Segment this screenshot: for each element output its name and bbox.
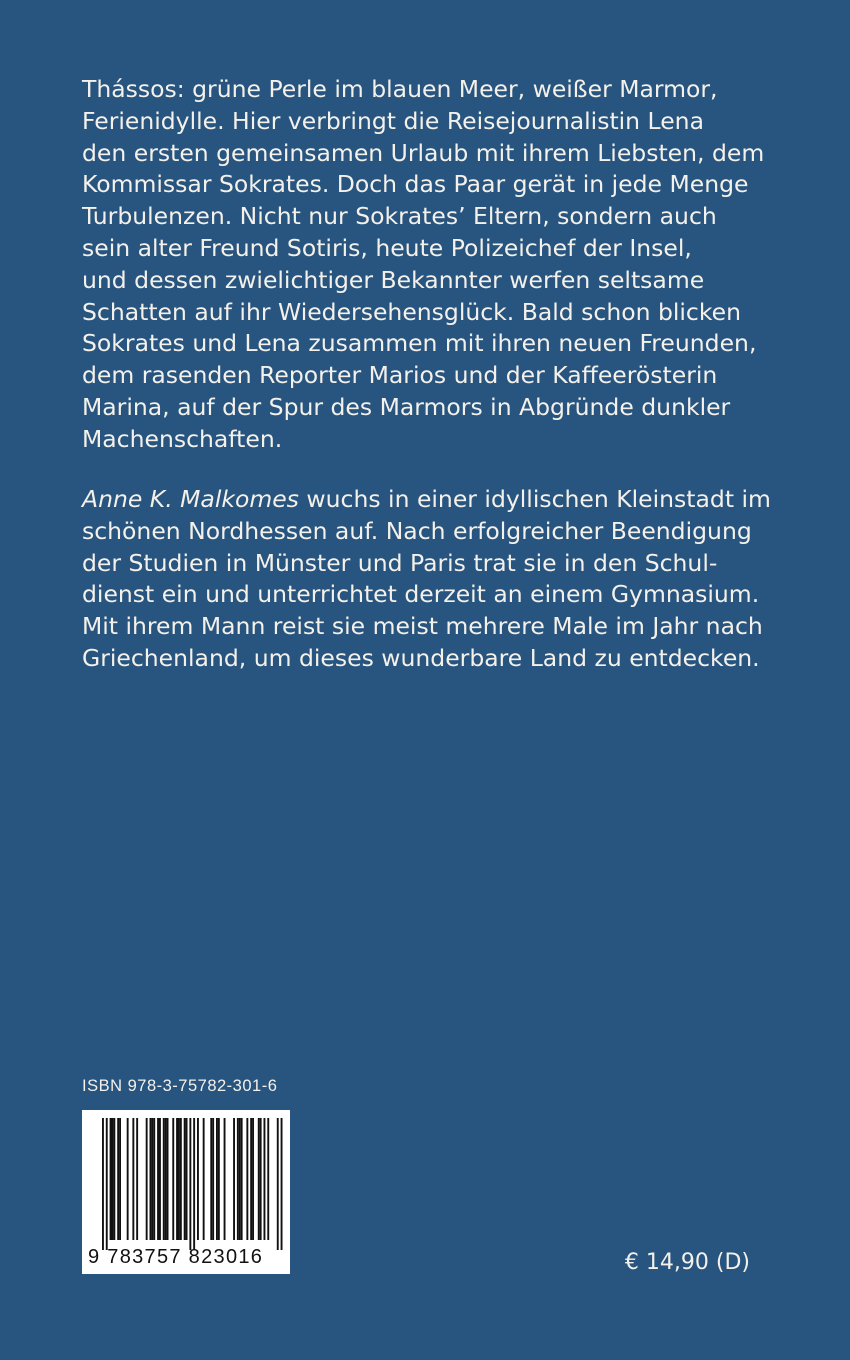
barcode-bar (210, 1118, 212, 1240)
barcode-bar (127, 1118, 129, 1240)
barcode-guard-bar (189, 1118, 191, 1250)
barcode-bar (132, 1118, 134, 1240)
bio-line: der Studien in Münster und Paris trat sie in den Schul- (82, 548, 718, 577)
barcode-bar (260, 1118, 262, 1240)
barcode-bar (117, 1118, 119, 1240)
blurb-line: Thássos: grüne Perle im blauen Meer, weißer Marmor, (82, 75, 718, 103)
barcode-bar (233, 1118, 235, 1240)
barcode-bar (184, 1118, 186, 1240)
barcode-bar (119, 1118, 121, 1240)
barcode-bar (172, 1118, 174, 1240)
bio-line-first (82, 484, 772, 516)
barcode-bar (165, 1118, 167, 1240)
barcode-bar (146, 1118, 148, 1240)
barcode-bar (197, 1118, 199, 1240)
isbn-label: ISBN 978-3-75782-301-6 (82, 1077, 278, 1095)
barcode-bar (252, 1118, 254, 1240)
bio-line: Griechenland, um dieses wunderbare Land zu entdecken. (82, 643, 760, 672)
barcode-bar (180, 1118, 182, 1240)
barcode-bar (246, 1118, 248, 1240)
barcode-bar (159, 1118, 161, 1240)
blurb-line: Marina, auf der Spur des Marmors in Abgründe dunkler (82, 392, 731, 421)
barcode-bar (136, 1118, 138, 1240)
barcode-bar (110, 1118, 112, 1240)
barcode-bar (216, 1118, 218, 1240)
barcode-bar (151, 1118, 153, 1240)
bio-first-line-rest: wuchs in einer idyllischen Kleinstadt im (298, 485, 771, 513)
barcode-bar (264, 1118, 266, 1240)
blurb-text (82, 74, 772, 456)
blurb-line: Kommissar Sokrates. Doch das Paar gerät in jede Menge (82, 170, 749, 199)
blurb-line: Machenschaften. (82, 424, 283, 453)
price-label: € 14,90 (D) (624, 1250, 750, 1275)
author-name: Anne K. Malkomes (82, 485, 299, 513)
blurb-line: sein alter Freund Sotiris, heute Polizeichef der Insel, (82, 233, 692, 262)
barcode-bar (157, 1118, 159, 1240)
barcode-bar (176, 1118, 178, 1240)
blurb-line: Sokrates und Lena zusammen mit ihren neuen Freunden, (82, 329, 757, 358)
barcode-guard-bar (193, 1118, 195, 1250)
barcode-bar (163, 1118, 165, 1240)
barcode-bar (241, 1118, 243, 1240)
barcode-bar (224, 1118, 226, 1240)
blurb-line: Ferienidylle. Hier verbringt die Reisejournalistin Lena (82, 106, 704, 135)
barcode-bar (178, 1118, 180, 1240)
barcode-bar (267, 1118, 269, 1240)
barcode-bar (186, 1118, 188, 1240)
barcode-guard-bar (277, 1118, 279, 1250)
barcode (82, 1110, 290, 1274)
bio-line: Mit ihrem Mann reist sie meist mehrere Male im Jahr nach (82, 612, 763, 641)
blurb-line: Turbulenzen. Nicht nur Sokrates’ Eltern, sondern auch (82, 202, 717, 231)
bio-line: schönen Nordhessen auf. Nach erfolgreicher Beendigung (82, 516, 752, 545)
blurb-line: und dessen zwielichtiger Bekannter werfen seltsame (82, 265, 705, 294)
barcode-bar (153, 1118, 155, 1240)
barcode-bar (237, 1118, 239, 1240)
blurb-line: den ersten gemeinsamen Urlaub mit ihrem Liebsten, dem (82, 138, 765, 167)
barcode-bar (203, 1118, 205, 1240)
barcode-bar (113, 1118, 115, 1240)
barcode-bar (258, 1118, 260, 1240)
author-bio (82, 484, 772, 675)
barcode-number: 9 783757 823016 (88, 1246, 264, 1268)
blurb-line: Schatten auf ihr Wiedersehensglück. Bald schon blicken (82, 297, 741, 326)
barcode-bar (250, 1118, 252, 1240)
barcode-bar (112, 1118, 114, 1240)
barcode-bar (167, 1118, 169, 1240)
barcode-bar (239, 1118, 241, 1240)
barcode-guard-bar (106, 1118, 108, 1250)
barcode-bar (212, 1118, 214, 1240)
barcode-bar (218, 1118, 220, 1240)
barcode-guard-bar (281, 1118, 283, 1250)
barcode-bar (150, 1118, 152, 1240)
bio-line: dienst ein und unterrichtet derzeit an einem Gymnasium. (82, 580, 760, 609)
barcode-guard-bar (102, 1118, 104, 1250)
blurb-line: dem rasenden Reporter Marios und der Kaffeerösterin (82, 361, 718, 390)
